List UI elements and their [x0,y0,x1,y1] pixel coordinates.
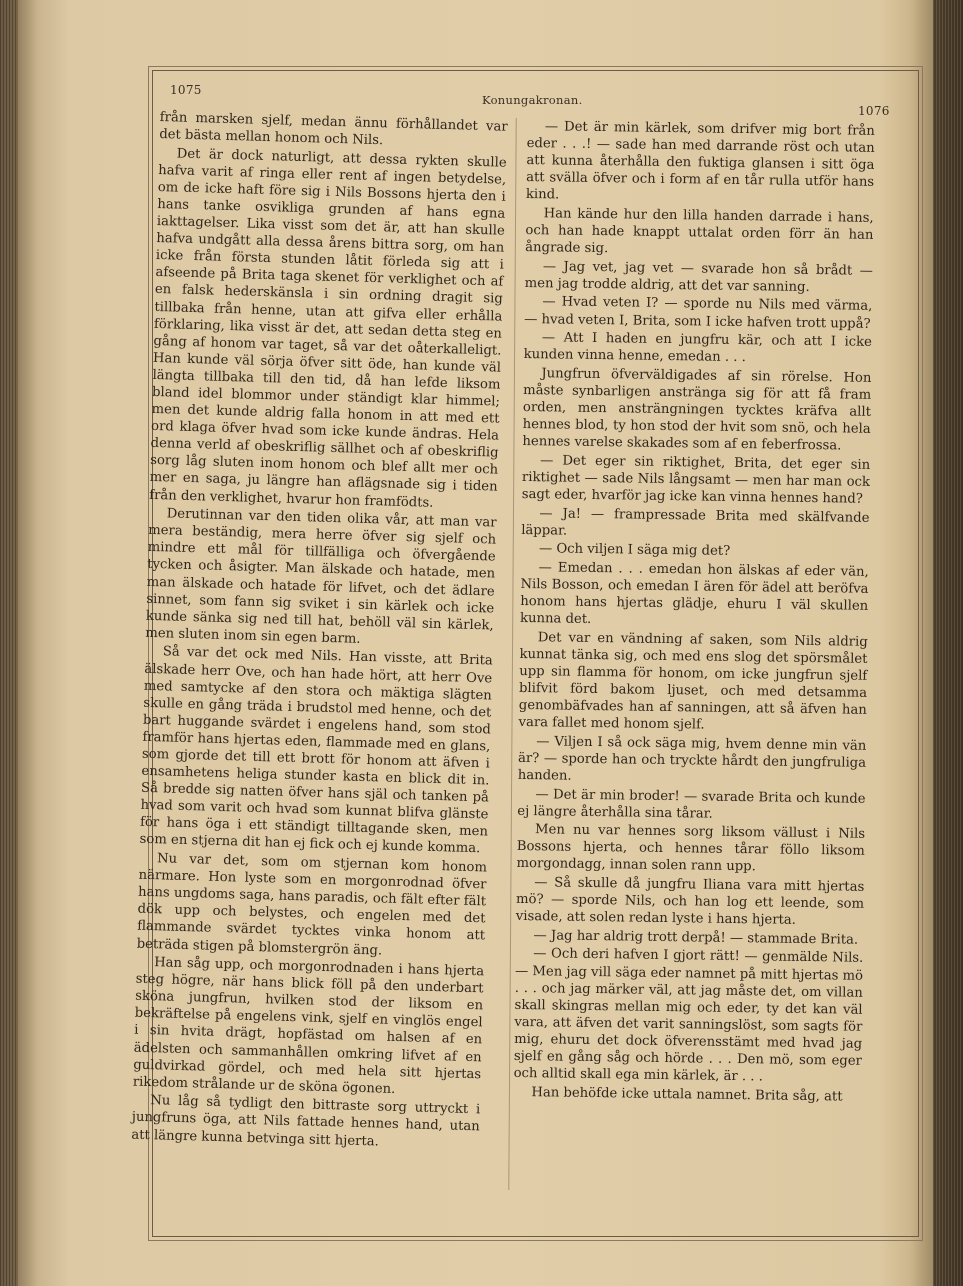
paragraph: — Jag vet, jag vet — svarade hon så brådt — men jag trodde aldrig, att det var sanning. [524,258,874,295]
page-number-right: 1076 [858,104,890,118]
paragraph: — Emedan . . . emedan hon älskas af eder vän, Nils Bosson, och emedan I ären för ädel att beröfva honom hans hjertas glädje, ehuru I väl skullen kunna det. [519,560,869,628]
paragraph: — Och viljen I säga mig det? [538,541,731,560]
paragraph: — Det eger sin riktighet, Brita, det eger sin riktighet — sade Nils långsamt — men har man ock sagt eder, hvarför jag icke kan vinna hennes hand? [521,452,871,507]
paragraph: Så var det ock med Nils. Han visste, att Brita älskade herr Ove, och han hade hört, att herr Ove med samtycke af den stora och mäktiga slägten skulle en gång träda i brudstol med henne, och det bart huggande svärdet i engelens hand, som stod framför hans hjertas eden, flammade med en glans, som gjorde det till ett brott för honom att äfven i ensamhetens heliga stunder kasta en blick dit in. Så bredde sig natten öfver hans själ och tanken på hvad som varit och hvad som kunnat blifva glänste för hans öga i ett ständigt tilltagande sken, men som en stjerna dit han ej fick och ej kunde komma. [139,644,493,857]
paragraph: Det är dock naturligt, att dessa rykten skulle hafva varit af ringa eller rent af ingen betydelse, om de icke haft före sig i Nils Bossons hjerta den i hans tanke osvikliga grunden af hans egna iakttagelser. Lika visst som det är, att han skulle hafva undgått alla dessa årens bittra sorg, om han icke från första stunden låtit förleda sig att i afseende på Brita taga skenet för verklighet och af en falsk hederskänsla i sin ordning dragit sig tillbaka från henne, utan att gifva eller erhålla förklaring, lika visst är det, att sedan detta steg en gång af honom var taget, så var det oåterkalleligt. Han kunde väl sörja öfver sitt öde, han kunde väl längta tillbaka till den tid, då han lefde liksom bland idel blommor under ständigt klar himmel; men det kunde aldrig falla honom in att med ett ord klaga öfver hvad som icke kunde ändras. Hela denna verld af obeskriflig sällhet och af obeskriflig sorg låg sluten inom honom och blef allt mer och mer en saga, ju längre han aflägsnade sig i tiden från den verklighet, hvarur hon framfödts. [149,146,507,511]
page-stack-left-edge [0,0,18,1286]
paragraph: från marsken sjelf, medan ännu förhållandet var det bästa mellan honom och Nils. [159,109,508,149]
paragraph: Han såg upp, och morgonrodnaden i hans hjerta steg högre, när hans blick föll på den underbart sköna jungfrun, hvilken stod der liksom en bekräftelse på engelens vink, sjelf en vinglös engel i sin hvita drägt, hopfästad om halsen af en ädelsten och sammanhållen omkring lifvet af en guldvirkad gördel, och med hela sitt hjertas rikedom strålande ur de sköna ögonen. [132,955,485,1097]
paragraph: Men nu var hennes sorg liksom vällust i Nils Bossons hjerta, och hennes tårar föllo liksom morgondagg, innan solen rann upp. [516,822,866,875]
paragraph: — Viljen I så ock säga mig, hvem denne min vän är? — sporde han och tryckte hårdt den jungfruliga handen. [517,733,867,784]
text-column-left [131,109,508,1154]
text-column-right [513,118,875,1107]
paragraph: Han behöfde icke uttala namnet. Brita såg, att [531,1084,843,1105]
running-title: Konungakronan. [482,93,583,107]
paragraph: Han kände hur den lilla handen darrade i hans, och han hade knappt uttalat orden förr än han ångrade sig. [525,206,874,257]
paragraph: Jungfrun öfverväldigades af sin rörelse. Hon måste synbarligen anstränga sig för att få fram orden, men ansträngningen tycktes kräfva allt hennes blod, ty hon stod der hvit som snö, och hela hennes varelse skakades som af en feberfrossa. [522,366,872,454]
paragraph: — Hvad veten I? — sporde nu Nils med värma, — hvad veten I, Brita, som I icke hafven trott uppå? [524,294,873,332]
page-stack-right-edge [933,0,963,1286]
paragraph: — Och deri hafven I gjort rätt! — genmälde Nils. — Men jag vill säga eder namnet på mitt hjertas mö . . . och jag märker väl, att jag måste det, om villan skall skingras mellan mig och eder, ty det kan väl vara, att äfven det varit sanningslöst, som sagts för mig, ehuru det dock öfverensstämt med hvad jag sjelf en gång såg och hörde . . . Den mö, som eger och alltid skall ega min kärlek, är . . . [513,946,864,1085]
paragraph: Nu låg så tydligt den bittraste sorg uttryckt i jungfruns öga, att Nils fattade hennes hand, utan att längre kunna betvinga sitt hjerta. [131,1093,481,1150]
paragraph: — Ja! — frampressade Brita med skälfvande läppar. [521,505,870,539]
page-number-left: 1075 [170,83,202,97]
paragraph: Derutinnan var den tiden olika vår, att man var mera beständig, mera herre öfver sig sjelf och mindre ett mål för tillfälliga och öfvergående tycken och åsigter. Man älskade och hatade, men man älskade och hatade för lifvet, och det ädlare sinnet, som fann sig sviket i sin kärlek och icke kunde sänka sig ned till hat, behöll väl sin kärlek, men sluten inom sin egen barm. [145,506,497,647]
paragraph: Nu var det, som om stjernan kom honom närmare. Hon lyste som en morgonrodnad öfver hans ungdoms saga, hans paradis, och fält efter fält dök upp och belystes, och engelen med det flammande svärdet tycktes vinka honom att beträda stigen på blomstergrön äng. [136,851,488,959]
paragraph: — Det är min kärlek, som drifver mig bort från eder . . .! — sade han med darrande röst och utan att kunna återhålla den fuktiga glansen i sitt öga att svälla öfver och i form af en tår rulla utför hans kind. [525,119,875,203]
paragraph: Det var en vändning af saken, som Nils aldrig kunnat tänka sig, och med ens slog det spörsmålet upp sin flamma för honom, om icke jungfrun sjelf blifvit förd bakom ljuset, och med detsamma genombäfvades han af sanningen, att så äfven han vara fallet med honom sjelf. [518,629,868,733]
paragraph: — Det är min broder! — svarade Brita och kunde ej längre återhålla sina tårar. [517,786,866,822]
paragraph: — Så skulle då jungfru Iliana vara mitt hjertas mö? — sporde Nils, och han log ett leende, som visade, att solen redan lyste i hans hjerta. [515,875,865,929]
paragraph: — Jag har aldrig trott derpå! — stammade Brita. [533,927,859,948]
paragraph: — Att I haden en jungfru kär, och att I icke kunden vinna henne, emedan . . . [523,330,873,366]
